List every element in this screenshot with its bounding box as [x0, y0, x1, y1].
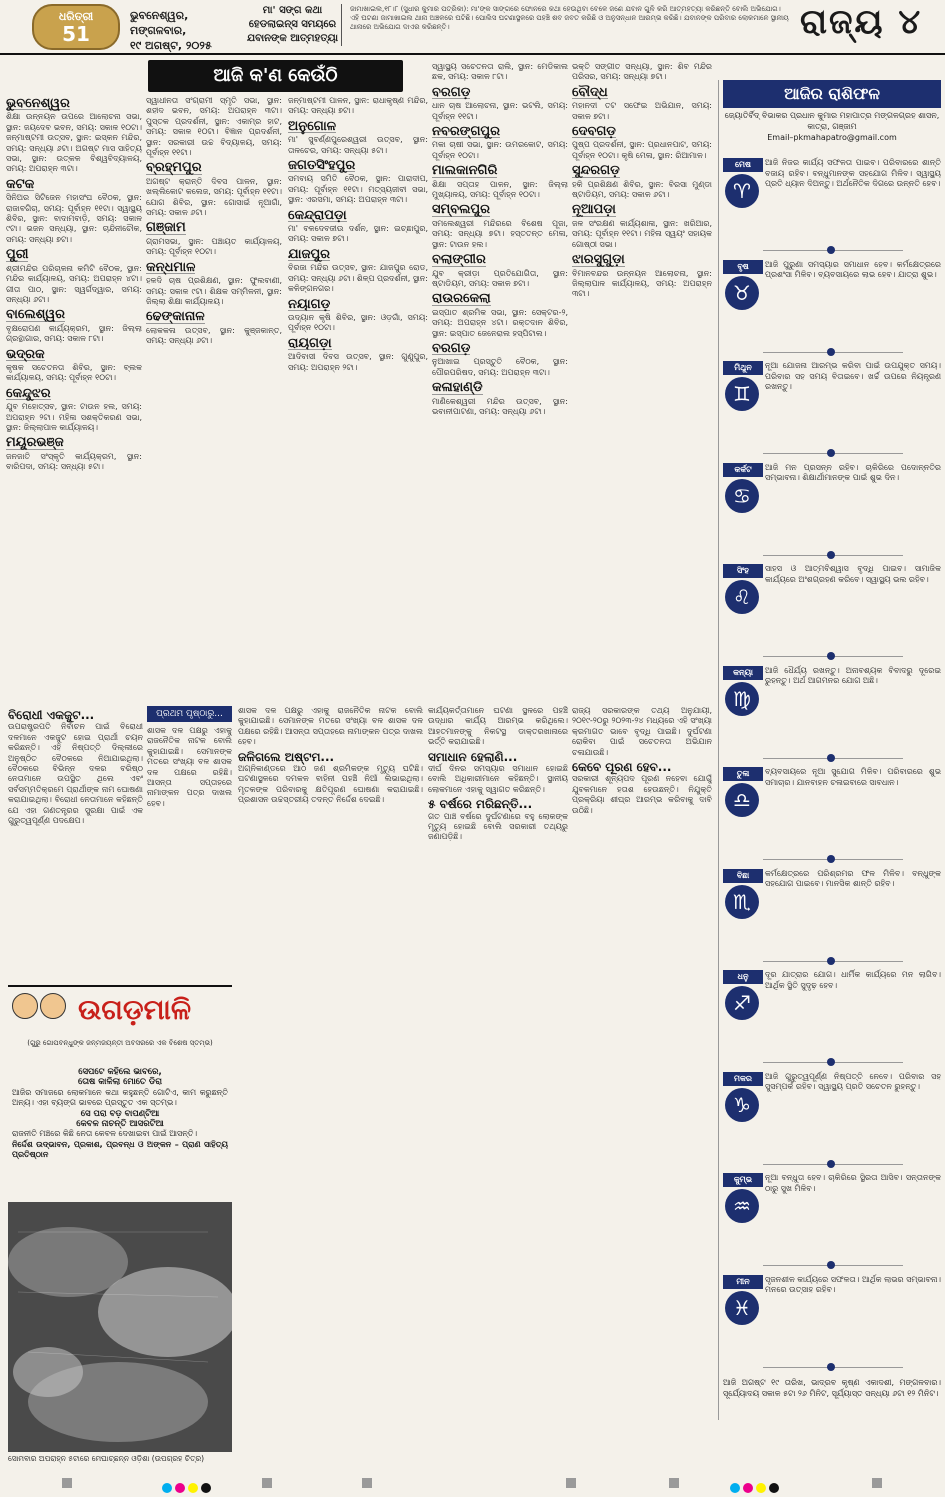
sign-divider [763, 1164, 903, 1165]
event-listing: ଯୁବ କ୍ରୀଡ଼ା ପ୍ରତିଯୋଗିତା, ସ୍ଥାନ: ଷ୍ଟାଡିୟମ, ସମୟ: ସକାଳ ୭ଟା। [432, 268, 568, 288]
story-headline[interactable]: ବିରୋଧୀ ଏକଜୁଟ... [8, 708, 95, 722]
color-registration-dots [730, 1478, 782, 1497]
event-city-heading: ବ୍ରହ୍ମପୁର [146, 160, 202, 176]
zodiac-icon: ♌ [725, 580, 759, 614]
top-news-text: ଜାମାଖାଇଲ,୧୮।୮ (ସୁଧୀର କୁମାର ପତ୍ରିକା): ମା'ଙ୍କ ସାଙ୍ଗରେ ଫୋନରେ କଥା ହେଉଥିବା ବେଳେ ଜଣେ ଯବାନ ଗୁଳି କରି ଆତ୍ମହତ୍ୟା କରିଛନ୍ତି ବୋଲି ଅଭିଯୋଗ। ଏହି ଘଟଣା ଜାମାଖାଇଲ ଥାନା ଅଞ୍ଚଳରେ ଘଟିଛି। ପୋଲିସ ଘଟଣାସ୍ଥଳରେ ପହଞ୍ଚି ଶବ ଜବତ କରିଛି ଓ ଅନୁସନ୍ଧାନ ଆରମ୍ଭ କରିଛି। ଯବାନଙ୍କ ପରିବାର ଲୋକମାନେ ସ୍ଥାନୀୟ ଥାନାରେ ଅଭିଯୋଗ ଦାଏର କରିଛନ୍ତି। [350, 5, 789, 31]
events-column-3 [288, 96, 428, 701]
horoscope-sign [723, 1275, 941, 1373]
sign-name: ବିଛା [723, 869, 763, 883]
events-column-2 [146, 96, 282, 701]
event-listing: ଜଳ ସଂରକ୍ଷଣ କାର୍ଯ୍ୟଶାଳା, ସ୍ଥାନ: ଖରିଆର, ସମୟ: ପୂର୍ବାହ୍ନ ୧୧ଟା। ମହିଳା ସ୍ୱୟଂ ସହାୟକ ଗୋଷ୍ଠୀ ସଭା। [572, 218, 712, 249]
gray-block [262, 1478, 272, 1488]
event-city-heading: ସମ୍ବଲପୁର [432, 202, 490, 218]
events-column-5 [572, 62, 712, 701]
events-column-1 [6, 96, 142, 701]
satellite-image [8, 1202, 232, 1452]
sign-prediction: ଆଜି ନିଜର କାର୍ଯ୍ୟ ସଫଳତା ପାଇବ। ପରିବାରରେ ଶାନ୍ତି ବଜାୟ ରହିବ। ବନ୍ଧୁମାନଙ୍କ ସହଯୋଗ ମିଳିବ। ସ୍ୱାସ୍ଥ୍ୟ ପ୍ରତି ଧ୍ୟାନ ଦିଅନ୍ତୁ। ଅର୍ଥନୈତିକ ଦିଗରେ ଉନ୍ନତି ହେବ। [765, 158, 941, 189]
event-city-heading: କେନ୍ଦ୍ରାପଡ଼ା [288, 207, 347, 223]
story-continued [147, 726, 232, 981]
story-fire [238, 706, 423, 1456]
horoscope-sign [723, 564, 941, 662]
story-headline[interactable]: ୫ ବର୍ଷରେ ମରିଛନ୍ତି... [428, 797, 533, 812]
event-listing: ବିମାନବନ୍ଦର ଉନ୍ନୟନ ଆଲୋଚନା, ସ୍ଥାନ: ଜିଲ୍ଲାପାଳ କାର୍ଯ୍ୟାଳୟ, ସମୟ: ଅପରାହ୍ନ ୩ଟା। [572, 268, 712, 299]
event-listing: ଆଦିବାସୀ ଦିବସ ଉତ୍ସବ, ସ୍ଥାନ: ଗୁଣୁପୁର, ସମୟ: ଅପରାହ୍ନ ୨ଟା। [288, 352, 428, 372]
story-body: ଅଗ୍ନିକାଣ୍ଡରେ ଆଠ ଜଣ ଶ୍ରମିକଙ୍କ ମୃତ୍ୟୁ ଘଟିଛି। ଘଟଣାସ୍ଥଳରେ ଦମକଳ ବାହିନୀ ପହଞ୍ଚି ନିଆଁ ଲିଭାଇଥିଲା। ମୃତକଙ୍କ ପରିବାରକୁ କ୍ଷତିପୂରଣ ଘୋଷଣା କରାଯାଇଛି। ପ୍ରଶାସନ ଉଚ୍ଚସ୍ତରୀୟ ତଦନ୍ତ ନିର୍ଦ୍ଦେଶ ଦେଇଛି। [238, 764, 423, 805]
event-listing: ଗ୍ରାମସଭା, ସ୍ଥାନ: ପଞ୍ଚାୟତ କାର୍ଯ୍ୟାଳୟ, ସମୟ: ପୂର୍ବାହ୍ନ ୧୦ଟା। [146, 236, 282, 257]
event-listing: ବିରଜା ମନ୍ଦିର ଉତ୍ସବ, ସ୍ଥାନ: ଯାଜପୁର ରୋଡ, ସମୟ: ସନ୍ଧ୍ୟା ୬ଟା। ଶିଳ୍ପ ପ୍ରଦର୍ଶନୀ, ସ୍ଥାନ: କଳିଙ୍ଗନଗର। [288, 263, 428, 294]
sign-divider [763, 758, 903, 759]
sign-prediction: ଆଜି ପୁରୁଣା ସମସ୍ୟାର ସମାଧାନ ହେବ। କର୍ମକ୍ଷେତ୍ରରେ ପ୍ରଶଂସା ମିଳିବ। ବ୍ୟବସାୟରେ ଲାଭ ହେବ। ଯାତ୍ରା ଶୁଭ। [765, 259, 941, 280]
gray-block [669, 1478, 679, 1488]
event-listing: ମହାନଦୀ ତଟ ସଫେଇ ଅଭିଯାନ, ସମୟ: ସକାଳ ୭ଟା। [572, 101, 712, 121]
print-registration-bar [0, 1468, 945, 1497]
event-listing: ମା' ସୁବର୍ଣ୍ଣପୁରେଶ୍ୱରୀ ଉତ୍ସବ, ସ୍ଥାନ: ତାଳଚେର, ସମୟ: ସନ୍ଧ୍ୟା ୫ଟା। [288, 135, 428, 155]
event-listing: ଶିକ୍ଷା ସପ୍ତାହ ପାଳନ, ସ୍ଥାନ: ଜିଲ୍ଲା ମୁଖ୍ୟାଳୟ, ସମୟ: ପୂର୍ବାହ୍ନ ୧୦ଟା। [432, 179, 568, 200]
event-city-heading: କନ୍ଧମାଳ [146, 259, 196, 275]
gray-block [362, 1478, 372, 1488]
panchang-text: ଆଜି ଅଗଷ୍ଟ ୧୯ ତାରିଖ, ଭାଦ୍ରବ କୃଷ୍ଣ ଏକାଦଶୀ, ମଙ୍ଗଳବାର। ସୂର୍ଯ୍ୟୋଦୟ ସକାଳ ୫ଟା ୨୬ ମିନିଟ, ସୂର୍ଯ୍ୟାସ୍ତ ସନ୍ଧ୍ୟା ୬ଟା ୧୨ ମିନିଟ। [723, 1378, 941, 1398]
story-headline[interactable]: କେବେ ପୂରଣ ହେବ... [572, 760, 672, 775]
sign-prediction: ବ୍ୟବସାୟରେ ନୂଆ ସୁଯୋଗ ମିଳିବ। ପରିବାରରେ ଶୁଭ ସମାଚାର। ଯାନବାହନ ଚଳାଇବାରେ ସାବଧାନ। [765, 767, 941, 787]
event-listing: ଶ୍ରୀମନ୍ଦିର ପରିଚାଳନା କମିଟି ବୈଠକ, ସ୍ଥାନ: ମନ୍ଦିର କାର୍ଯ୍ୟାଳୟ, ସମୟ: ଅପରାହ୍ନ ୪ଟା। ଗୀତା ପାଠ, ସ୍ଥାନ: ସ୍ୱର୍ଗଦ୍ୱାର, ସମୟ: ସନ୍ଧ୍ୟା ୬ଟା। [6, 263, 142, 304]
zodiac-icon: ♑ [725, 1088, 759, 1122]
event-listing: ଶିକ୍ଷା ଉନ୍ନୟନ ଉପରେ ଆଲୋଚନା ସଭା, ସ୍ଥାନ: ଜୟଦେବ ଭବନ, ସମୟ: ସକାଳ ୧୦ଟା। ଜନ୍ମାଷ୍ଟମୀ ଉତ୍ସବ, ସ୍ଥାନ: ଇସ୍କନ ମନ୍ଦିର, ସମୟ: ସନ୍ଧ୍ୟା ୬ଟା। ଅଗଷ୍ଟ ମାସ ସାହିତ୍ୟ ସଭା, ସ୍ଥାନ: ଉତ୍କଳ ବିଶ୍ୱବିଦ୍ୟାଳୟ, ସମୟ: ଅପରାହ୍ନ ୩ଟା। [6, 112, 142, 174]
event-listing: ହକି ପ୍ରଶିକ୍ଷଣ ଶିବିର, ସ୍ଥାନ: ବିରସା ମୁଣ୍ଡା ଷ୍ଟାଡିୟମ, ସମୟ: ସକାଳ ୬ଟା। [572, 179, 712, 200]
sign-name: ମକର [723, 1072, 763, 1086]
zodiac-icon: ♎ [725, 783, 759, 817]
sign-divider [763, 250, 903, 251]
from-front-page-tag: ପ୍ରଥମ ପୃଷ୍ଠାରୁ... [147, 706, 232, 722]
sign-name: ମେଷ [723, 158, 763, 172]
story-body: ଶାସକ ଦଳ ପକ୍ଷରୁ ଏହାକୁ ରାଜନୈତିକ ନାଟକ ବୋଲି କୁହାଯାଇଛି। ସେମାନଙ୍କ ମତରେ ସଂଖ୍ୟା ବଳ ଶାସକ ଦଳ ପକ୍ଷରେ ରହିଛି। ଆସନ୍ତା ସପ୍ତାହରେ ନାମାଙ୍କନ ପତ୍ର ଦାଖଲ ହେବ। [147, 726, 232, 808]
top-headline-line3: ଯବାନଙ୍କ ଆତ୍ମହତ୍ୟା [246, 33, 338, 44]
verse-credit: ନିର୍ଦ୍ଦେଶ ଉଦ୍ଭାବନ, ପ୍ରକାଶ, ପ୍ରବନ୍ଧ ଓ ଅଙ୍କନ – ପ୍ରାଣ ସାହିତ୍ୟ ପ୍ରତିଷ୍ଠାନ [12, 1139, 228, 1160]
event-city-heading: ବୌଦ୍ଧ [572, 84, 608, 100]
event-city-heading: ଗଞ୍ଜାମ [146, 220, 186, 236]
event-listing: ସ୍ୱାଧୀନତା ସଂଗ୍ରାମୀ ସ୍ମୃତି ସଭା, ସ୍ଥାନ: ଶହୀଦ ଭବନ, ସମୟ: ଅପରାହ୍ନ ୩ଟା। ପୁସ୍ତକ ପ୍ରଦର୍ଶନୀ, ସ୍ଥାନ: ଏକାମ୍ର ହାଟ, ସମୟ: ସକାଳ ୧୦ଟା। ବିଜ୍ଞାନ ପ୍ରଦର୍ଶନୀ, ସ୍ଥାନ: ସରକାରୀ ଉଚ୍ଚ ବିଦ୍ୟାଳୟ, ସମୟ: ପୂର୍ବାହ୍ନ ୧୧ଟା। [146, 96, 282, 158]
event-listing: ଅଗଷ୍ଟ କ୍ରାନ୍ତି ଦିବସ ପାଳନ, ସ୍ଥାନ: ଖଲ୍ଲିକୋଟ କଲେଜ, ସମୟ: ପୂର୍ବାହ୍ନ ୧୧ଟା। ଯୋଗ ଶିବିର, ସ୍ଥାନ: ଗୋସାଇଁ ନୂଆଗାଁ, ସମୟ: ସକାଳ ୬ଟା। [146, 176, 282, 218]
sign-name: କୁମ୍ଭ [723, 1173, 763, 1187]
event-city-heading: ବଲାଙ୍ଗୀର [432, 252, 486, 268]
event-city-heading: ନବରଙ୍ଗପୁର [432, 124, 501, 140]
sign-name: ମୀନ [723, 1275, 763, 1289]
top-headline-line1: ମା' ସଙ୍ଗ କଥା [262, 5, 323, 16]
event-city-heading: ସୁନ୍ଦରଗଡ଼ [572, 163, 620, 179]
horoscope-panel [718, 80, 943, 1420]
events-column-4 [432, 62, 568, 701]
event-city-heading: ମାଲକାନଗିରି [432, 163, 498, 179]
logo-text: ଧରିତ୍ରୀ [58, 10, 94, 23]
sign-divider [763, 961, 903, 962]
sign-divider [763, 656, 903, 657]
masthead [0, 0, 945, 55]
horoscope-sign [723, 1173, 941, 1271]
horoscope-sign [723, 1072, 941, 1170]
event-city-heading: ଭଦ୍ରକ [6, 346, 45, 362]
zodiac-icon: ♋ [725, 479, 759, 513]
dateline-date: ୧୯ ଅଗଷ୍ଟ, ୨୦୨୫ [130, 39, 212, 52]
event-city-heading: କେନ୍ଦୁଝର [6, 385, 51, 401]
horoscope-title: ଆଜିର ରାଶିଫଳ [723, 80, 941, 108]
horoscope-sign [723, 260, 941, 358]
story-headline[interactable]: ସମାଧାନ ହେଲାଣି... [428, 749, 518, 764]
event-listing: ସମଲେଶ୍ୱରୀ ମନ୍ଦିରରେ ବିଶେଷ ପୂଜା, ସମୟ: ସନ୍ଧ୍ୟା ୭ଟା। ହସ୍ତତନ୍ତ ମେଳା, ସ୍ଥାନ: ଟାଉନ ହଲ। [432, 218, 568, 249]
sign-name: ମିଥୁନ [723, 361, 763, 375]
color-registration-dots [162, 1478, 214, 1497]
gray-block [62, 1478, 72, 1488]
horoscope-author [723, 110, 941, 143]
horoscope-sign [723, 361, 941, 459]
sign-divider [763, 352, 903, 353]
event-listing: ଜନଜାତି ସଂସ୍କୃତି କାର୍ଯ୍ୟକ୍ରମ, ସ୍ଥାନ: ବାରିପଦା, ସମୟ: ସନ୍ଧ୍ୟା ୫ଟା। [6, 451, 142, 472]
dateline-place: ଭୁବନେଶ୍ୱର, ମଙ୍ଗଳବାର, [130, 9, 189, 37]
event-city-heading: କଳାହାଣ୍ଡି [432, 380, 483, 396]
author-name: ଜ୍ୟୋତିର୍ବିଦ୍ ବିଭାକର ପ୍ରଧାନ କୁମାର ମହାପାତ୍ର ମଙ୍ଗଳଗ୍ରହ ଶାସନ, କାତ୍ରା, ଗଞ୍ଜାମ [724, 111, 940, 131]
event-city-heading: ଝାରସୁଗୁଡ଼ା [572, 252, 625, 268]
sign-name: କର୍କଟ [723, 463, 763, 477]
events-banner: ଆଜି କ'ଣ କେଉଁଠି [148, 60, 403, 92]
sign-divider [763, 555, 903, 556]
event-listing: ହଳଦି ଚାଷ ପ୍ରଶିକ୍ଷଣ, ସ୍ଥାନ: ଫୁଲବାଣୀ, ସମୟ: ସକାଳ ୯ଟା। ଶିକ୍ଷକ ସମ୍ମିଳନୀ, ସ୍ଥାନ: ଜିଲ୍ଲା ଶିକ୍ଷା କାର୍ଯ୍ୟାଳୟ। [146, 276, 282, 306]
sign-prediction: ନୂଆ ଯୋଜନା ଆରମ୍ଭ କରିବା ପାଇଁ ଉପଯୁକ୍ତ ସମୟ। ପରିବାର ସହ ସମୟ ବିତାଇବେ। ଖର୍ଚ୍ଚ ଉପରେ ନିୟନ୍ତ୍ରଣ ରଖନ୍ତୁ। [765, 361, 941, 392]
event-city-heading: ଢେଙ୍କାନାଳ [146, 309, 205, 325]
event-city-heading: କଟକ [6, 176, 35, 192]
dharitri-logo [32, 4, 120, 50]
event-listing: ମା' ବଳଦେବଜୀଉ ଦର୍ଶନ, ସ୍ଥାନ: ଇଚ୍ଛାପୁର, ସମୟ: ସକାଳ ୭ଟା। [288, 224, 428, 244]
story-body: ରାଜ୍ୟ ସରକାରଙ୍କ ତଥ୍ୟ ଅନୁଯାୟୀ, ୨୦୧୯-୨୦ରୁ ୨୦୨୩-୨୪ ମଧ୍ୟରେ ଏହି ସଂଖ୍ୟା କ୍ରମାଗତ ଭାବେ ବୃଦ୍ଧି ପାଇଛି। ଦୁର୍ଘଟଣା ରୋକିବା ପାଇଁ ସଚେତନତା ଅଭିଯାନ ଚଳାଯାଉଛି। [572, 706, 712, 757]
event-listing: ସ୍ୱାସ୍ଥ୍ୟ ସଚେତନତା ରାଲି, ସ୍ଥାନ: ମେଡିକାଲ ଛକ, ସମୟ: ସକାଳ ୮ଟା। [432, 62, 568, 82]
zodiac-icon: ♊ [725, 377, 759, 411]
sign-divider [763, 1367, 903, 1368]
story-headline[interactable]: ଜଳିଗଲେ ଅଷ୍ଟମ... [238, 749, 335, 764]
top-headline[interactable] [244, 4, 342, 46]
sign-divider [763, 453, 903, 454]
author-email[interactable]: Email–pkmahapatro@gmail.com [767, 133, 897, 142]
ugadamali-column [8, 985, 232, 1200]
event-city-heading: ରାଉରକେଲା [432, 291, 491, 307]
story-body: ଉପରାଷ୍ଟ୍ରପତି ନିର୍ବାଚନ ପାଇଁ ବିରୋଧୀ ଦଳମାନେ ଏକଜୁଟ ହୋଇ ପ୍ରାର୍ଥୀ ଚୟନ କରିଛନ୍ତି। ଏହି ନିଷ୍ପତ୍ତି ଦିଲ୍ଲୀରେ ଅନୁଷ୍ଠିତ ବୈଠକରେ ନିଆଯାଇଥିଲା। ବୈଠକରେ ବିଭିନ୍ନ ଦଳର ବରିଷ୍ଠ ନେତାମାନେ ଉପସ୍ଥିତ ଥିଲେ ଏବଂ ସର୍ବସମ୍ମତିକ୍ରମେ ପ୍ରାର୍ଥୀଙ୍କ ନାମ ଘୋଷଣା କରାଯାଇଥିଲା। ବିରୋଧୀ ନେତାମାନେ କହିଛନ୍ତି ଯେ ଏହା ଗଣତନ୍ତ୍ରର ସୁରକ୍ଷା ପାଇଁ ଏକ ଗୁରୁତ୍ୱପୂର୍ଣ୍ଣ ପଦକ୍ଷେପ। [8, 722, 143, 826]
event-city-heading: ଜଗତସିଂହପୁର [288, 158, 356, 174]
gray-block [872, 1478, 882, 1488]
story-body: ଦୀର୍ଘ ଦିନର ସମସ୍ୟାର ସମାଧାନ ହୋଇଛି ବୋଲି ଅଧିକାରୀମାନେ କହିଛନ୍ତି। ସ୍ଥାନୀୟ ଲୋକମାନେ ଏହାକୁ ସ୍ୱାଗତ କରିଛନ୍ତି। [428, 764, 568, 794]
zodiac-icon: ♏ [725, 885, 759, 919]
event-listing: ଉଦ୍ୟାନ କୃଷି ଶିବିର, ସ୍ଥାନ: ଓଡ଼଼ଗାଁ, ସମୟ: ପୂର୍ବାହ୍ନ ୧୦ଟା। [288, 312, 428, 333]
event-city-heading: ବାଲେଶ୍ୱର [6, 307, 65, 323]
verse-line: ସେ ପରା ବଡ଼ ବାପଣ୍ଟିଆ [80, 1108, 160, 1119]
horoscope-sign [723, 970, 941, 1068]
event-city-heading: ନୟାଗଡ଼ [288, 296, 331, 312]
story-solution [428, 706, 568, 1456]
cartoon-faces-icon [12, 993, 72, 1035]
section-title: ରାଜ୍ୟ ୪ [800, 2, 923, 42]
sign-divider [763, 859, 903, 860]
top-headline-line2: ହେଡଲାଇନ୍ସ ସମୟରେ [248, 19, 337, 30]
event-city-heading: ବରଗଡ଼ [432, 340, 471, 356]
event-city-heading: ରାୟଗଡ଼ା [288, 335, 332, 351]
event-listing: କୃଷକ ସଚେତନତା ଶିବିର, ସ୍ଥାନ: ବ୍ଲକ କାର୍ଯ୍ୟାଳୟ, ସମୟ: ପୂର୍ବାହ୍ନ ୧୦ଟା। [6, 362, 142, 383]
logo-number: 51 [62, 22, 90, 46]
horoscope-sign [723, 767, 941, 865]
event-listing: ସିନିଅର ସିଟିଜେନ ମହାସଂଘ ବୈଠକ, ସ୍ଥାନ: ରାଜାବଗିଚା, ସମୟ: ପୂର୍ବାହ୍ନ ୧୧ଟା। ସ୍ୱାସ୍ଥ୍ୟ ଶିବିର, ସ୍ଥାନ: ବାଦାମବାଡ଼ି, ସମୟ: ସକାଳ ୯ଟା। ଭଜନ ସନ୍ଧ୍ୟା, ସ୍ଥାନ: ଚାନ୍ଦିନୀଚୌକ, ସମୟ: ସନ୍ଧ୍ୟା ୭ଟା। [6, 193, 142, 244]
sign-name: ବୃଷ [723, 260, 763, 274]
sign-prediction: ଦୂର ଯାତ୍ରାର ଯୋଗ। ଧାର୍ମିକ କାର୍ଯ୍ୟରେ ମନ ଲାଗିବ। ଆର୍ଥିକ ସ୍ଥିତି ସୁଦୃଢ଼ ହେବ। [765, 970, 941, 990]
sign-name: ତୁଳା [723, 767, 763, 781]
sign-prediction: ନୂଆ ବନ୍ଧୁତା ହେବ। ଚାକିରିରେ ସ୍ଥିରତା ଆସିବ। ସନ୍ତାନଙ୍କ ଠାରୁ ସୁଖ ମିଳିବ। [765, 1173, 941, 1193]
sign-name: କନ୍ୟା [723, 666, 763, 680]
zodiac-icon: ♐ [725, 986, 759, 1020]
event-listing: ବୃକ୍ଷରୋପଣ କାର୍ଯ୍ୟକ୍ରମ, ସ୍ଥାନ: ଜିଲ୍ଲା ଗ୍ରନ୍ଥାଗାର, ସମୟ: ସକାଳ ୮ଟା। [6, 323, 142, 344]
horoscope-sign [723, 666, 941, 764]
event-listing: ଧାନ ଚାଷ ଆଲୋଚନା, ସ୍ଥାନ: ଭଟଲି, ସମୟ: ପୂର୍ବାହ୍ନ ୧୧ଟା। [432, 101, 568, 121]
zodiac-icon: ♓ [725, 1291, 759, 1325]
gray-block [566, 1478, 576, 1488]
event-listing: ମକା ଚାଷୀ ସଭା, ସ୍ଥାନ: ଉମରକୋଟ, ସମୟ: ପୂର୍ବାହ୍ନ ୧୦ଟା। [432, 140, 568, 160]
sign-prediction: ଆଜି ଗୁରୁତ୍ୱପୂର୍ଣ୍ଣ ନିଷ୍ପତ୍ତି ନେବେ। ପରିବାର ସହ ସୁସମ୍ପର୍କ ରହିବ। ସ୍ୱାସ୍ଥ୍ୟ ପ୍ରତି ସଚେତନ ରୁହନ୍ତୁ। [765, 1071, 941, 1092]
event-city-heading: ଅନୁଗୋଳ [288, 118, 337, 134]
verse-line: ତୋଷ କାଳିଲା ମୋତେ ଡିରା [77, 1077, 162, 1088]
story-vacancies [572, 706, 712, 1456]
story-opposition [8, 706, 143, 981]
sign-divider [763, 1062, 903, 1063]
zodiac-icon: ♒ [725, 1189, 759, 1223]
sign-prediction: ଆଜି ମନ ପ୍ରସନ୍ନ ରହିବ। ଚାକିରିରେ ପଦୋନ୍ନତିର ସମ୍ଭାବନା। ଶିକ୍ଷାର୍ଥୀମାନଙ୍କ ପାଇଁ ଶୁଭ ଦିନ। [765, 462, 941, 483]
verse-prose: ରାଜନୀତି ମଞ୍ଚରେ କିଛି ନେତା କେବଳ ଦେଖାଇବା ପାଇଁ ଆସନ୍ତି। [12, 1129, 198, 1139]
event-listing: ମାଣିକେଶ୍ୱରୀ ମନ୍ଦିର ଉତ୍ସବ, ସ୍ଥାନ: ଭବାନୀପାଟଣା, ସମୟ: ସନ୍ଧ୍ୟା ୬ଟା। [432, 396, 568, 416]
ugadamali-body [12, 1067, 228, 1161]
event-listing: ଇସ୍ପାତ ଶ୍ରମିକ ସଭା, ସ୍ଥାନ: ସେକ୍ଟର-୨, ସମୟ: ଅପରାହ୍ନ ୪ଟା। ରକ୍ତଦାନ ଶିବିର, ସ୍ଥାନ: ଇସ୍ପାତ ଜେନେରାଲ ହସ୍ପିଟାଲ। [432, 307, 568, 338]
dateline [130, 8, 240, 53]
event-city-heading: ନୂଆପଡ଼ା [572, 202, 616, 218]
verse-prose: ଆଜିର ସମାଜରେ ଲୋକମାନେ କଥା କହୁଛନ୍ତି ଗୋଟିଏ, କାମ କରୁଛନ୍ତି ଅନ୍ୟ। ଏହା ବ୍ୟଙ୍ଗ ଭାବରେ ପ୍ରସ୍ତୁତ ଏକ ସ୍ତମ୍ଭ। [12, 1087, 228, 1108]
event-listing: ଜନ୍ମାଷ୍ଟମୀ ପାଳନ, ସ୍ଥାନ: ରାଧାକୃଷ୍ଣ ମନ୍ଦିର, ସମୟ: ସନ୍ଧ୍ୟା ୭ଟା। [288, 96, 428, 116]
story-body: ଗତ ପାଞ୍ଚ ବର୍ଷରେ ଦୁର୍ଘଟଣାରେ ବହୁ ଲୋକଙ୍କ ମୃତ୍ୟୁ ହୋଇଛି ବୋଲି ସରକାରୀ ତଥ୍ୟରୁ ଜଣାପଡ଼ିଛି। [428, 811, 568, 842]
story-body: ସରକାରୀ ଶୂନ୍ୟପଦ ପୂରଣ ନହେବା ଯୋଗୁଁ ଯୁବକମାନେ ହତାଶ ହେଉଛନ୍ତି। ନିଯୁକ୍ତି ପ୍ରକ୍ରିୟା ଶୀଘ୍ର ଆରମ୍ଭ କରିବାକୁ ଦାବି ଉଠିଛି। [572, 774, 712, 815]
event-listing: ଯୁବ ମହୋତ୍ସବ, ସ୍ଥାନ: ଟାଉନ ହଲ, ସମୟ: ଅପରାହ୍ନ ୨ଟା। ମହିଳା ସଶକ୍ତିକରଣ ସଭା, ସ୍ଥାନ: ଜିଲ୍ଲାପାଳ କାର୍ଯ୍ୟାଳୟ। [6, 402, 142, 432]
event-listing: ପୁଷ୍ପ ପ୍ରଦର୍ଶନୀ, ସ୍ଥାନ: ପ୍ରଧାନପାଟ, ସମୟ: ପୂର୍ବାହ୍ନ ୧୦ଟା। କୃଷି ମେଳା, ସ୍ଥାନ: ରିଆମାଳ। [572, 140, 712, 160]
sign-prediction: ସୃଜନଶୀଳ କାର୍ଯ୍ୟରେ ସଫଳତା। ଆର୍ଥିକ ଲାଭର ସମ୍ଭାବନା। ମନରେ ଉତ୍ସାହ ରହିବ। [765, 1274, 941, 1295]
zodiac-icon: ♍ [725, 682, 759, 716]
sign-name: ସିଂହ [723, 564, 763, 578]
event-city-heading: ପୁରୀ [6, 247, 29, 263]
horoscope-sign [723, 158, 941, 256]
event-listing: ନୁଆଖାଇ ପ୍ରସ୍ତୁତି ବୈଠକ, ସ୍ଥାନ: ପୌରପରିଷଦ, ସମୟ: ଅପରାହ୍ନ ୩ଟା। [432, 357, 568, 377]
sign-prediction: ଆଜି ଧୈର୍ଯ୍ୟ ରଖନ୍ତୁ। ଅନାବଶ୍ୟକ ବିବାଦରୁ ଦୂରେଇ ରୁହନ୍ତୁ। ଅର୍ଥ ଆଗମନର ଯୋଗ ଅଛି। [765, 665, 941, 686]
zodiac-icon: ♉ [725, 276, 759, 310]
sign-prediction: କର୍ମକ୍ଷେତ୍ରରେ ପରିଶ୍ରମର ଫଳ ମିଳିବ। ବନ୍ଧୁଙ୍କ ସହଯୋଗ ପାଇବେ। ମାନସିକ ଶାନ୍ତି ରହିବ। [765, 868, 941, 889]
satellite-caption: ସୋମବାର ଅପରାହ୍ନ ୫ଟାରେ ମେଘାଚ୍ଛନ୍ନ ଓଡ଼ିଶା (ଉପଗ୍ରହ ଚିତ୍ର) [8, 1454, 205, 1463]
sign-divider [763, 1265, 903, 1266]
event-listing: ଭକ୍ତି ସଙ୍ଗୀତ ସନ୍ଧ୍ୟା, ସ୍ଥାନ: ଶିବ ମନ୍ଦିର ପରିସର, ସମୟ: ସନ୍ଧ୍ୟା ୭ଟା। [572, 62, 712, 82]
ugadamali-title: ଉଗଡ଼ମାଳି [78, 993, 192, 1026]
story-body: ଶାସକ ଦଳ ପକ୍ଷରୁ ଏହାକୁ ରାଜନୈତିକ ନାଟକ ବୋଲି କୁହାଯାଇଛି। ସେମାନଙ୍କ ମତରେ ସଂଖ୍ୟା ବଳ ଶାସକ ଦଳ ପକ୍ଷରେ ରହିଛି। ଆସନ୍ତା ସପ୍ତାହରେ ନାମାଙ୍କନ ପତ୍ର ଦାଖଲ ହେବ। [238, 706, 423, 747]
zodiac-icon: ♈ [725, 174, 759, 208]
event-city-heading: ଦେବଗଡ଼ [572, 124, 616, 140]
event-city-heading: ଭୁବନେଶ୍ୱର [6, 96, 70, 111]
sign-name: ଧନୁ [723, 970, 763, 984]
event-city-heading: ମୟୂରଭଞ୍ଜ [6, 435, 64, 451]
event-city-heading: ଯାଜପୁର [288, 246, 331, 262]
horoscope-sign [723, 463, 941, 561]
event-listing: ସମବାୟ ସମିତି ବୈଠକ, ସ୍ଥାନ: ପାରାଦୀପ, ସମୟ: ପୂର୍ବାହ୍ନ ୧୧ଟା। ମତ୍ସ୍ୟଜୀବୀ ସଭା, ସ୍ଥାନ: ଏରସମା, ସମୟ: ଅପରାହ୍ନ ୩ଟା। [288, 174, 428, 205]
sign-prediction: ସାହସ ଓ ଆତ୍ମବିଶ୍ୱାସ ବୃଦ୍ଧି ପାଇବ। ସାମାଜିକ କାର୍ଯ୍ୟରେ ଅଂଶଗ୍ରହଣ କରିବେ। ସ୍ୱାସ୍ଥ୍ୟ ଭଲ ରହିବ। [765, 564, 941, 584]
event-city-heading: ବରଗଡ଼ [432, 84, 471, 100]
verse-line: ସେପଟେ କହିଲେ ଭାବରେ, [78, 1067, 162, 1077]
event-listing: ଲୋକକଳା ଉତ୍ସବ, ସ୍ଥାନ: କୁଞ୍ଜକାନ୍ତ, ସମୟ: ସନ୍ଧ୍ୟା ୬ଟା। [146, 325, 282, 346]
ugadamali-subtitle: (ଗୁରୁ ଗୋପବନ୍ଧୁଙ୍କ ଜନ୍ମଜୟନ୍ତୀ ଅବସରରେ ଏକ ବିଶେଷ ସ୍ତମ୍ଭ) [27, 1039, 213, 1047]
horoscope-sign [723, 869, 941, 967]
story-body: କାର୍ଯ୍ୟକର୍ତ୍ତାମାନେ ଘଟଣା ସ୍ଥଳରେ ପହଞ୍ଚି ଉଦ୍ଧାର କାର୍ଯ୍ୟ ଆରମ୍ଭ କରିଥିଲେ। ଆହତମାନଙ୍କୁ ନିକଟସ୍ଥ ଡାକ୍ତରଖାନାରେ ଭର୍ତ୍ତି କରାଯାଇଛି। [428, 706, 568, 747]
verse-line: କେବଳ ନାଚନ୍ତି ଆସରଟିଆ [76, 1119, 164, 1130]
